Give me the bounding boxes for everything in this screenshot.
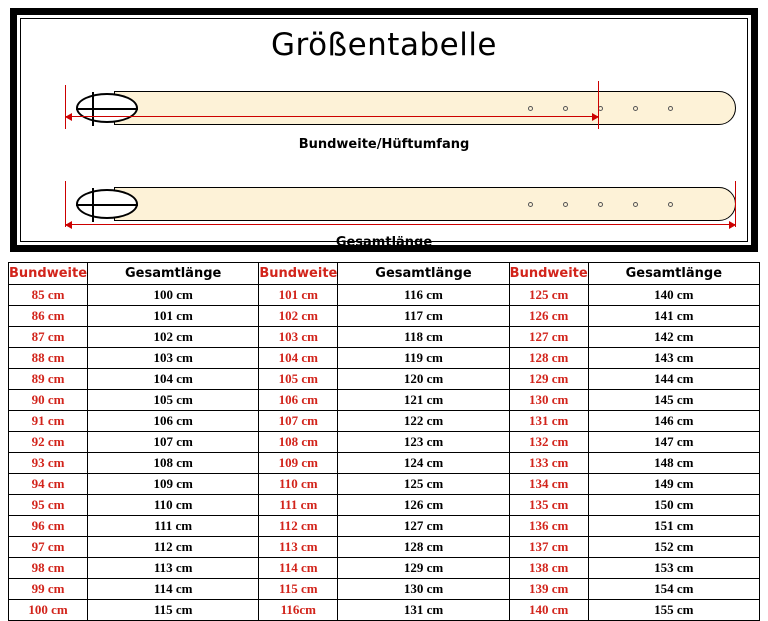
cell-bundweite: 138 cm bbox=[509, 558, 588, 579]
cell-gesamtlaenge: 110 cm bbox=[88, 495, 259, 516]
table-row bbox=[9, 453, 760, 474]
cell-gesamtlaenge: 122 cm bbox=[338, 411, 509, 432]
cell-bundweite: 95 cm bbox=[9, 495, 88, 516]
cell-gesamtlaenge: 130 cm bbox=[338, 579, 509, 600]
belt-hole bbox=[668, 202, 673, 207]
cell-gesamtlaenge: 111 cm bbox=[88, 516, 259, 537]
belt-graphic-top bbox=[76, 91, 736, 125]
cell-gesamtlaenge: 100 cm bbox=[88, 285, 259, 306]
cell-gesamtlaenge: 124 cm bbox=[338, 453, 509, 474]
table-body bbox=[9, 285, 760, 621]
cell-bundweite: 135 cm bbox=[509, 495, 588, 516]
cell-bundweite: 87 cm bbox=[9, 327, 88, 348]
cell-gesamtlaenge: 103 cm bbox=[88, 348, 259, 369]
cell-bundweite: 139 cm bbox=[509, 579, 588, 600]
cell-gesamtlaenge: 154 cm bbox=[588, 579, 759, 600]
cell-gesamtlaenge: 107 cm bbox=[88, 432, 259, 453]
cell-gesamtlaenge: 128 cm bbox=[338, 537, 509, 558]
cell-gesamtlaenge: 144 cm bbox=[588, 369, 759, 390]
cell-gesamtlaenge: 149 cm bbox=[588, 474, 759, 495]
cell-gesamtlaenge: 153 cm bbox=[588, 558, 759, 579]
cell-bundweite: 111 cm bbox=[259, 495, 338, 516]
cell-bundweite: 97 cm bbox=[9, 537, 88, 558]
cell-gesamtlaenge: 142 cm bbox=[588, 327, 759, 348]
column-header-gesamtlaenge-2: Gesamtlänge bbox=[338, 263, 509, 285]
cell-gesamtlaenge: 117 cm bbox=[338, 306, 509, 327]
table-row bbox=[9, 495, 760, 516]
belt-hole bbox=[633, 106, 638, 111]
cell-bundweite: 115 cm bbox=[259, 579, 338, 600]
diagram-inner-frame bbox=[20, 18, 748, 250]
cell-gesamtlaenge: 143 cm bbox=[588, 348, 759, 369]
cell-gesamtlaenge: 152 cm bbox=[588, 537, 759, 558]
cell-gesamtlaenge: 105 cm bbox=[88, 390, 259, 411]
cell-bundweite: 116cm bbox=[259, 600, 338, 621]
cell-bundweite: 98 cm bbox=[9, 558, 88, 579]
cell-gesamtlaenge: 127 cm bbox=[338, 516, 509, 537]
cell-bundweite: 92 cm bbox=[9, 432, 88, 453]
cell-bundweite: 130 cm bbox=[509, 390, 588, 411]
cell-gesamtlaenge: 116 cm bbox=[338, 285, 509, 306]
belt-hole bbox=[598, 202, 603, 207]
cell-bundweite: 93 cm bbox=[9, 453, 88, 474]
cell-gesamtlaenge: 119 cm bbox=[338, 348, 509, 369]
cell-gesamtlaenge: 104 cm bbox=[88, 369, 259, 390]
measure-tick-top-left bbox=[65, 85, 66, 129]
cell-gesamtlaenge: 115 cm bbox=[88, 600, 259, 621]
cell-bundweite: 88 cm bbox=[9, 348, 88, 369]
table-row bbox=[9, 348, 760, 369]
cell-gesamtlaenge: 113 cm bbox=[88, 558, 259, 579]
cell-bundweite: 136 cm bbox=[509, 516, 588, 537]
cell-bundweite: 90 cm bbox=[9, 390, 88, 411]
cell-bundweite: 101 cm bbox=[259, 285, 338, 306]
measure-arrow-waist bbox=[66, 116, 598, 117]
cell-gesamtlaenge: 121 cm bbox=[338, 390, 509, 411]
table-row bbox=[9, 432, 760, 453]
cell-bundweite: 137 cm bbox=[509, 537, 588, 558]
cell-bundweite: 103 cm bbox=[259, 327, 338, 348]
belt-graphic-bottom bbox=[76, 187, 736, 221]
table-row bbox=[9, 411, 760, 432]
table-row bbox=[9, 579, 760, 600]
column-header-bundweite-2: Bundweite bbox=[259, 263, 338, 285]
caption-waist: Bundweite/Hüftumfang bbox=[298, 137, 470, 152]
cell-bundweite: 127 cm bbox=[509, 327, 588, 348]
cell-gesamtlaenge: 123 cm bbox=[338, 432, 509, 453]
table-row bbox=[9, 369, 760, 390]
cell-gesamtlaenge: 140 cm bbox=[588, 285, 759, 306]
column-header-gesamtlaenge-1: Gesamtlänge bbox=[88, 263, 259, 285]
table-row bbox=[9, 558, 760, 579]
table-row bbox=[9, 306, 760, 327]
belt-hole bbox=[528, 106, 533, 111]
cell-bundweite: 100 cm bbox=[9, 600, 88, 621]
size-table bbox=[8, 262, 760, 621]
cell-gesamtlaenge: 145 cm bbox=[588, 390, 759, 411]
cell-bundweite: 105 cm bbox=[259, 369, 338, 390]
cell-bundweite: 132 cm bbox=[509, 432, 588, 453]
cell-bundweite: 134 cm bbox=[509, 474, 588, 495]
cell-bundweite: 108 cm bbox=[259, 432, 338, 453]
cell-gesamtlaenge: 150 cm bbox=[588, 495, 759, 516]
cell-bundweite: 128 cm bbox=[509, 348, 588, 369]
cell-gesamtlaenge: 148 cm bbox=[588, 453, 759, 474]
cell-bundweite: 112 cm bbox=[259, 516, 338, 537]
cell-bundweite: 96 cm bbox=[9, 516, 88, 537]
cell-gesamtlaenge: 141 cm bbox=[588, 306, 759, 327]
cell-bundweite: 114 cm bbox=[259, 558, 338, 579]
cell-bundweite: 91 cm bbox=[9, 411, 88, 432]
table-row bbox=[9, 516, 760, 537]
caption-total-length: Gesamtlänge bbox=[335, 235, 433, 250]
cell-gesamtlaenge: 112 cm bbox=[88, 537, 259, 558]
cell-gesamtlaenge: 146 cm bbox=[588, 411, 759, 432]
cell-bundweite: 102 cm bbox=[259, 306, 338, 327]
cell-gesamtlaenge: 120 cm bbox=[338, 369, 509, 390]
belt-buckle-top bbox=[76, 93, 138, 123]
belt-buckle-bottom bbox=[76, 189, 138, 219]
cell-gesamtlaenge: 131 cm bbox=[338, 600, 509, 621]
belt-hole bbox=[563, 106, 568, 111]
cell-gesamtlaenge: 147 cm bbox=[588, 432, 759, 453]
table-row bbox=[9, 285, 760, 306]
table-row bbox=[9, 537, 760, 558]
measure-tick-top-right bbox=[598, 81, 599, 129]
cell-gesamtlaenge: 106 cm bbox=[88, 411, 259, 432]
cell-gesamtlaenge: 151 cm bbox=[588, 516, 759, 537]
cell-bundweite: 131 cm bbox=[509, 411, 588, 432]
cell-bundweite: 113 cm bbox=[259, 537, 338, 558]
cell-bundweite: 85 cm bbox=[9, 285, 88, 306]
page-title: Größentabelle bbox=[271, 27, 497, 63]
belt-hole bbox=[563, 202, 568, 207]
cell-bundweite: 89 cm bbox=[9, 369, 88, 390]
cell-gesamtlaenge: 155 cm bbox=[588, 600, 759, 621]
cell-bundweite: 106 cm bbox=[259, 390, 338, 411]
column-header-gesamtlaenge-3: Gesamtlänge bbox=[588, 263, 759, 285]
belt-hole bbox=[633, 202, 638, 207]
cell-bundweite: 109 cm bbox=[259, 453, 338, 474]
size-chart-diagram-panel bbox=[10, 8, 758, 252]
cell-gesamtlaenge: 118 cm bbox=[338, 327, 509, 348]
cell-bundweite: 94 cm bbox=[9, 474, 88, 495]
measure-arrow-total-length bbox=[66, 224, 735, 225]
belt-hole bbox=[668, 106, 673, 111]
cell-bundweite: 110 cm bbox=[259, 474, 338, 495]
table-header-row bbox=[9, 263, 760, 285]
cell-bundweite: 140 cm bbox=[509, 600, 588, 621]
cell-gesamtlaenge: 126 cm bbox=[338, 495, 509, 516]
cell-bundweite: 107 cm bbox=[259, 411, 338, 432]
belt-strap-top bbox=[114, 91, 736, 125]
cell-bundweite: 126 cm bbox=[509, 306, 588, 327]
cell-gesamtlaenge: 125 cm bbox=[338, 474, 509, 495]
cell-bundweite: 125 cm bbox=[509, 285, 588, 306]
cell-gesamtlaenge: 129 cm bbox=[338, 558, 509, 579]
column-header-bundweite-1: Bundweite bbox=[9, 263, 88, 285]
cell-gesamtlaenge: 101 cm bbox=[88, 306, 259, 327]
cell-bundweite: 104 cm bbox=[259, 348, 338, 369]
cell-bundweite: 129 cm bbox=[509, 369, 588, 390]
cell-gesamtlaenge: 109 cm bbox=[88, 474, 259, 495]
size-table-wrapper bbox=[8, 262, 760, 621]
column-header-bundweite-3: Bundweite bbox=[509, 263, 588, 285]
cell-gesamtlaenge: 102 cm bbox=[88, 327, 259, 348]
cell-gesamtlaenge: 108 cm bbox=[88, 453, 259, 474]
table-row bbox=[9, 474, 760, 495]
table-row bbox=[9, 327, 760, 348]
belt-hole bbox=[528, 202, 533, 207]
cell-gesamtlaenge: 114 cm bbox=[88, 579, 259, 600]
cell-bundweite: 133 cm bbox=[509, 453, 588, 474]
cell-bundweite: 86 cm bbox=[9, 306, 88, 327]
belt-strap-bottom bbox=[114, 187, 736, 221]
cell-bundweite: 99 cm bbox=[9, 579, 88, 600]
table-row bbox=[9, 600, 760, 621]
table-row bbox=[9, 390, 760, 411]
